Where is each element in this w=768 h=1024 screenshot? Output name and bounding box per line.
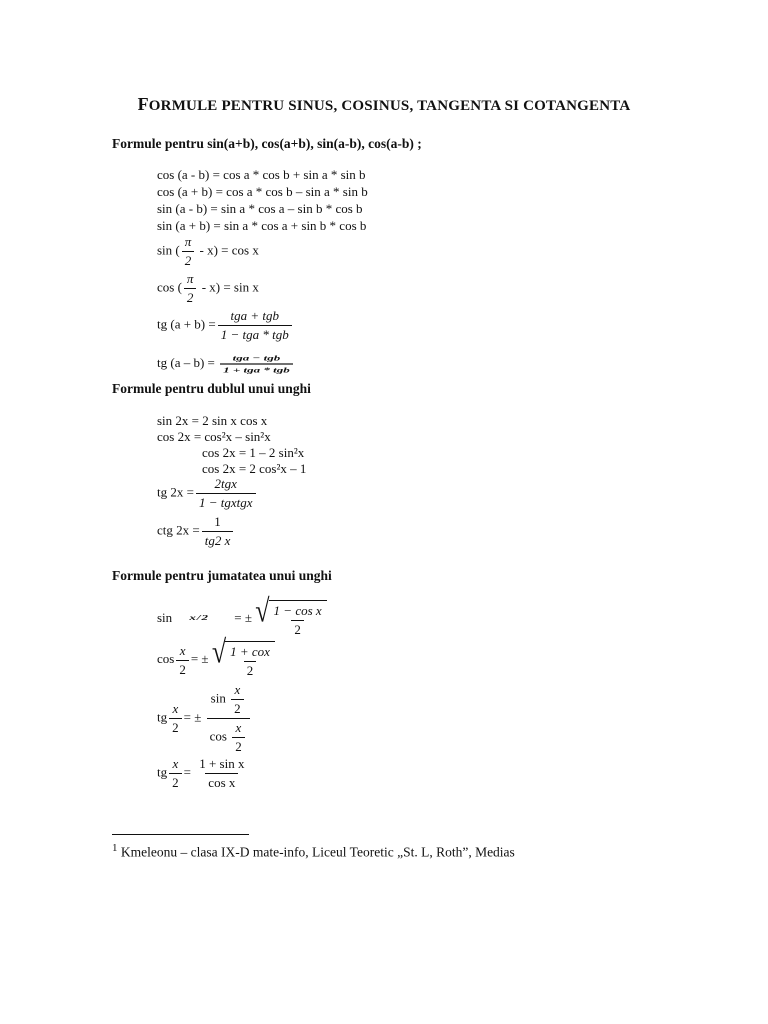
formula-sin-complement: sin ( $\frac{\pi}{2}$ - x) = cos x: [157, 234, 259, 268]
section-heading-sum-formulas: Formule pentru sin(a+b), cos(a+b), sin(a-b), cos(a-b) ;: [112, 136, 422, 151]
formula-ctg-2x: ctg 2x = $\frac{1}{tg2 x}$: [157, 514, 235, 549]
footnote-separator: [112, 834, 249, 835]
formula-sin-a-plus-b: sin (a + b) = sin a * cos a + sin b * cos b: [157, 218, 367, 233]
section-heading-double-angle: Formule pentru dublul unui unghi: [112, 381, 311, 396]
formula-cos-a-minus-b: cos (a - b) = cos a * cos b + sin a * sin b: [157, 167, 366, 182]
formula-cos-2x-a: cos 2x = cos²x – sin²x: [157, 429, 271, 444]
formula-cos-half: cos $\frac{x}{2}$ = ± √ $\frac{\text{1 + cox}}{2}$: [157, 641, 275, 679]
formula-tg-2x: tg 2x = $\frac{\text{2tgx}}{\text{1 − tgxtgx}}$: [157, 476, 258, 511]
formula-tg-half-ratio: tg $\frac{x}{2}$ = ± sin $\frac{x}{2}$ cos $\frac{x}{2}$: [157, 682, 252, 755]
footnote: $^1$ Kmeleonu – clasa IX-D mate-info, Liceul Teoretic „St. L, Roth”, Medias: [112, 842, 515, 860]
formula-cos-a-plus-b: cos (a + b) = cos a * cos b – sin a * sin b: [157, 184, 368, 199]
formula-tg-a-plus-b: tg (a + b) = $\frac{\text{tga + tgb}}{\text{1 − tga * tgb}}$: [157, 308, 294, 343]
formula-tg-a-minus-b: tg (a – b) = $\frac{\text{tga − tgb}}{\text{1 + tga * tgb}}$: [157, 346, 295, 382]
section-heading-half-angle: Formule pentru jumatatea unui unghi: [112, 568, 332, 583]
formula-cos-complement: cos ( $\frac{\pi}{2}$ - x) = sin x: [157, 271, 259, 305]
formula-cos-2x-c: cos 2x = 2 cos²x – 1: [202, 461, 307, 476]
page-title: FORMULE PENTRU SINUS, COSINUS, TANGENTA SI COTANGENTA: [137, 94, 631, 114]
formula-sin-2x: sin 2x = 2 sin x cos x: [157, 413, 268, 428]
formula-sin-half: sin x/2 = ± √ $\frac{\text{1 − cos x}}{2}$: [157, 600, 327, 638]
formula-sin-a-minus-b: sin (a - b) = sin a * cos a – sin b * cos b: [157, 201, 363, 216]
formula-tg-half-sin: tg $\frac{x}{2}$ = $\frac{\text{1 + sin x}}{\text{cos x}}$: [157, 756, 245, 790]
formula-cos-2x-b: cos 2x = 1 – 2 sin²x: [202, 445, 305, 460]
